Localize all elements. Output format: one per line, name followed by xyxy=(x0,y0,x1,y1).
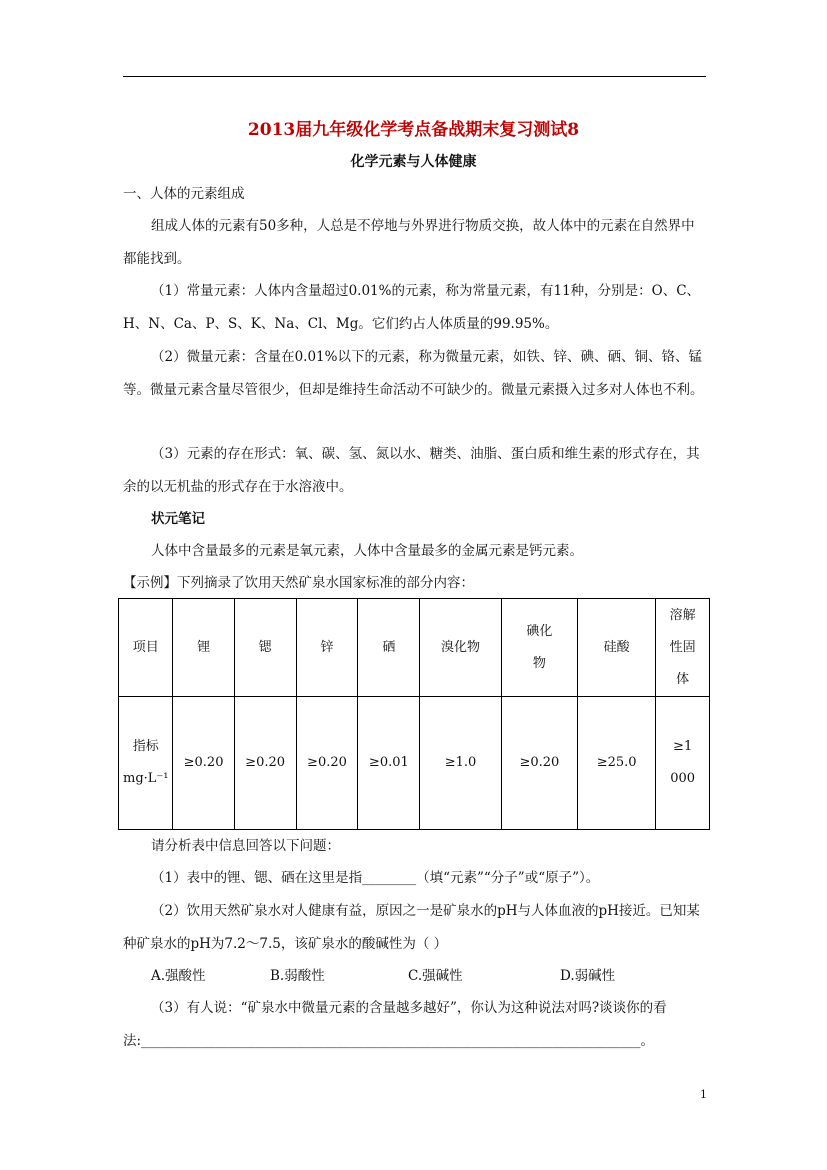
table-header-cell: 锌 xyxy=(296,599,358,697)
table-cell: ≥0.20 xyxy=(501,697,577,830)
table-header-cell: 硒 xyxy=(358,599,420,697)
option-c: C.强碱性 xyxy=(408,968,463,984)
table-data-row xyxy=(119,697,710,830)
table-header-cell: 硅酸 xyxy=(577,599,655,697)
paragraph-element-forms: （3）元素的存在形式：氧、碳、氢、氮以水、糖类、油脂、蛋白质和维生素的形式存在，其余的以无机盐的形式存在于水溶液中。 xyxy=(123,446,700,495)
table-cell: ≥0.20 xyxy=(296,697,358,830)
table-header-row xyxy=(119,599,710,697)
table-header-cell: 碘化物 xyxy=(501,599,577,697)
table-cell: ≥0.20 xyxy=(234,697,296,830)
table-cell: ≥25.0 xyxy=(577,697,655,830)
notes-heading: 状元笔记 xyxy=(151,511,205,527)
paragraph-intro: 组成人体的元素有50多种，人总是不停地与外界进行物质交换，故人体中的元素在自然界中都能找到。 xyxy=(123,218,695,267)
document-subtitle: 化学元素与人体健康 xyxy=(350,154,477,170)
table-header-cell: 项目 xyxy=(119,599,173,697)
paragraph-trace-elements: （2）微量元素：含量在0.01%以下的元素，称为微量元素，如铁、锌、碘、硒、铜、铬、锰等。微量元素含量尽管很少，但却是维持生命活动不可缺少的。微量元素摄入过多对人体也不利。 xyxy=(123,349,704,398)
table-header-cell: 溴化物 xyxy=(420,599,502,697)
option-d: D.弱碱性 xyxy=(560,968,616,984)
table-header-cell: 锶 xyxy=(234,599,296,697)
table-cell: ≥1.0 xyxy=(420,697,502,830)
table-row-label: 指标mg·L⁻¹ xyxy=(119,697,173,830)
question-intro: 请分析表中信息回答以下问题： xyxy=(151,838,340,854)
document-title: 2013届九年级化学考点备战期末复习测试8 xyxy=(247,120,580,140)
question-3: （3）有人说：“矿泉水中微量元素的含量越多越好”，你认为这种说法对吗?谈谈你的看法:__________________________________________________________________________。 xyxy=(123,1000,667,1049)
table-header-cell: 溶解性固体 xyxy=(656,599,710,697)
question-1: （1）表中的锂、锶、硒在这里是指________（填“元素”“分子”或“原子”）。 xyxy=(151,870,600,886)
table-cell: ≥0.20 xyxy=(173,697,234,830)
paragraph-macro-elements: （1）常量元素：人体内含量超过0.01%的元素，称为常量元素，有11种，分别是：O、C、H、N、Ca、P、S、K、Na、Cl、Mg。它们约占人体质量的99.95%。 xyxy=(123,283,701,332)
notes-text: 人体中含量最多的元素是氧元素，人体中含量最多的金属元素是钙元素。 xyxy=(151,543,583,559)
option-a: A.强酸性 xyxy=(151,968,206,984)
question-2: （2）饮用天然矿泉水对人健康有益，原因之一是矿泉水的pH与人体血液的pH接近。已知某种矿泉水的pH为7.2～7.5，该矿泉水的酸碱性为（ ） xyxy=(123,903,700,952)
table-cell: ≥1 000 xyxy=(656,697,710,830)
option-b: B.弱酸性 xyxy=(270,968,325,984)
example-intro: 【示例】下列摘录了饮用天然矿泉水国家标准的部分内容： xyxy=(123,575,474,591)
table-header-cell: 锂 xyxy=(173,599,234,697)
mineral-water-standard-table xyxy=(118,598,710,830)
section-heading: 一、人体的元素组成 xyxy=(123,186,245,202)
page-number: 1 xyxy=(700,1088,707,1101)
table-cell: ≥0.01 xyxy=(358,697,420,830)
header-rule xyxy=(123,76,706,77)
